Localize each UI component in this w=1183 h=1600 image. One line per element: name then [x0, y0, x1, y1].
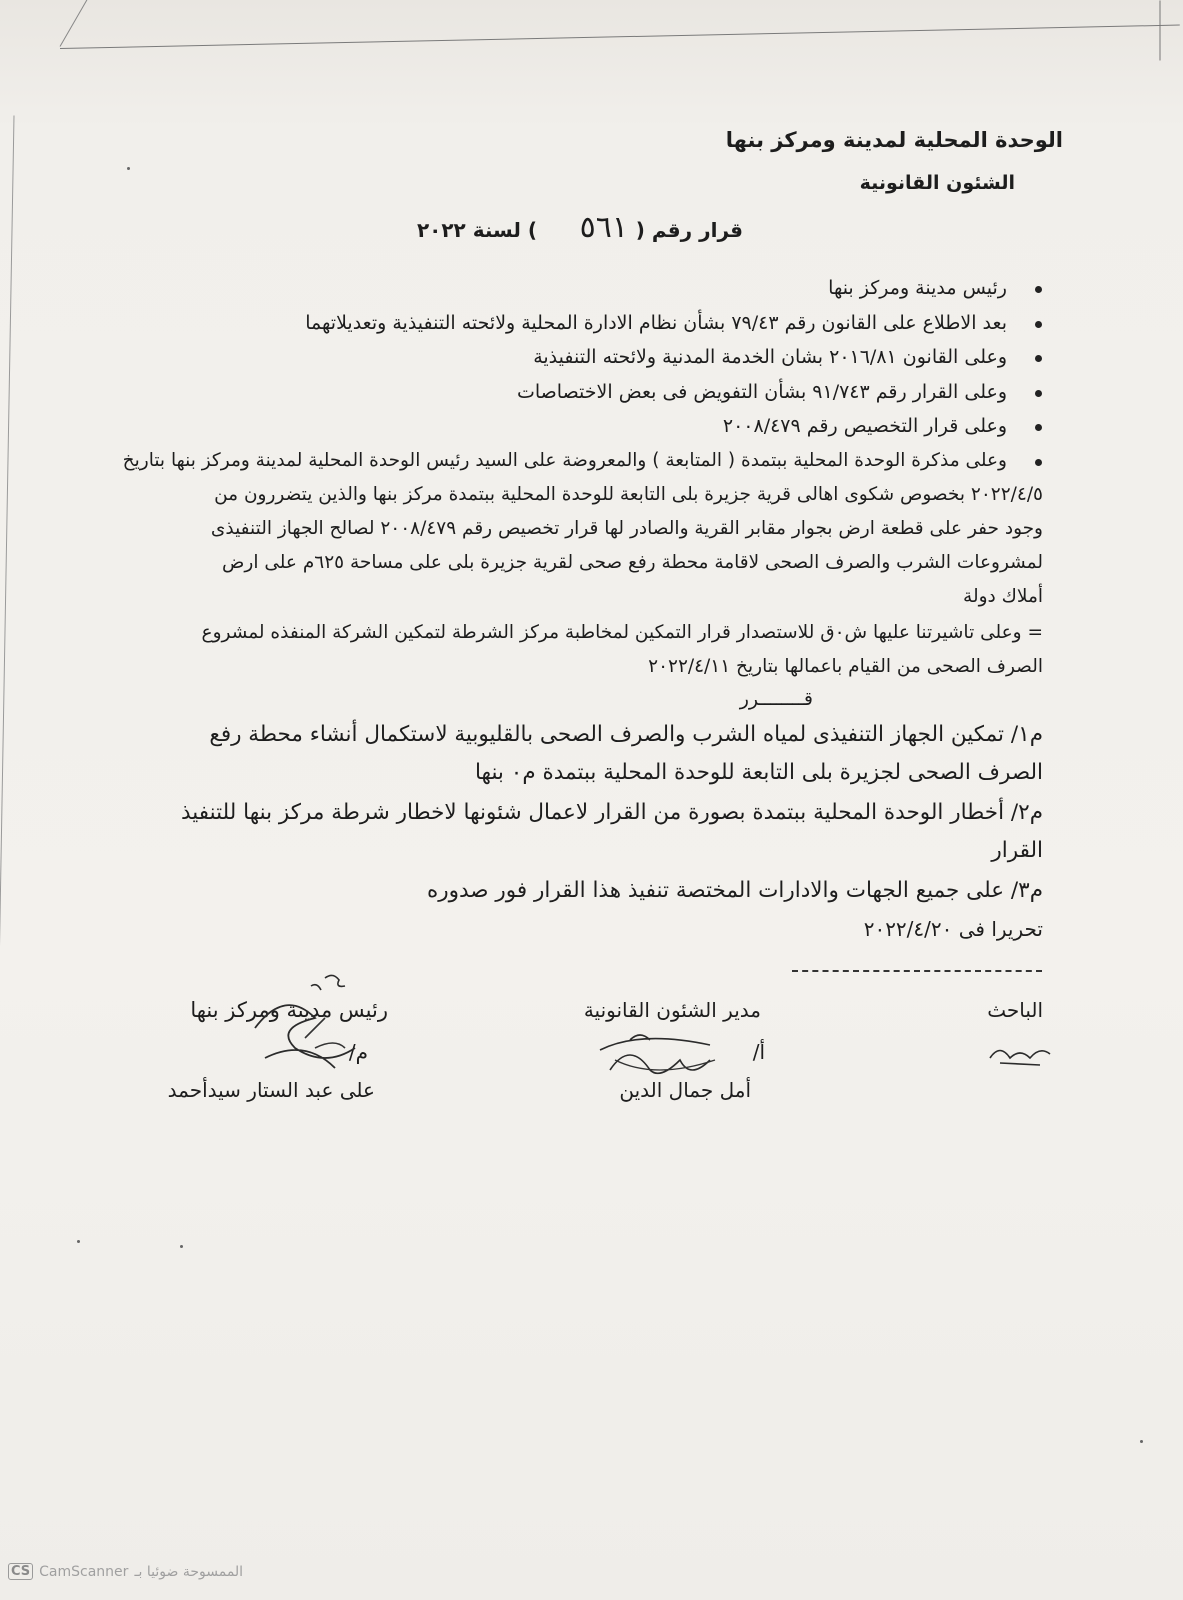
fold-line-top [60, 25, 1180, 49]
decision-label: قرار رقم ( [635, 218, 743, 242]
decided-heading: قــــــــرر [739, 688, 813, 710]
date-line: تحريرا فى ٢٠٢٢/٤/٢٠ [863, 917, 1043, 941]
decision-number: ٥٦١ [579, 210, 628, 245]
bullet [1035, 286, 1042, 293]
memo-line: وعلى مذكرة الوحدة المحلية ببتمدة ( المتابعة ) والمعروضة على السيد رئيس الوحدة المحلية لمدينة ومركز بنها بتاريخ [122, 450, 1007, 471]
head-prefix: م/ [348, 1040, 368, 1064]
article-line: م١/ تمكين الجهاز التنفيذى لمياه الشرب والصرف الصحى بالقليوبية لاستكمال أنشاء محطة رفع [209, 722, 1043, 747]
preamble-line: بعد الاطلاع على القانون رقم ٧٩/٤٣ بشأن نظام الادارة المحلية ولائحته التنفيذية وتعديلاتهما [305, 312, 1007, 334]
fold-line-top-left [60, 0, 91, 47]
head-title: رئيس مدينة ومركز بنها [190, 998, 388, 1022]
legal-signature [590, 1020, 740, 1110]
camscanner-watermark [8, 1563, 243, 1580]
researcher-signature [985, 1033, 1055, 1073]
memo-line: أملاك دولة [963, 586, 1043, 607]
legal-name: أمل جمال الدين [619, 1078, 751, 1102]
scan-speck [77, 1240, 80, 1243]
head-name: على عبد الستار سيدأحمد [167, 1078, 375, 1102]
preamble-line: وعلى القانون ٢٠١٦/٨١ بشان الخدمة المدنية ولائحته التنفيذية [533, 346, 1007, 368]
separator-line [792, 970, 1042, 972]
legal-title: مدير الشئون القانونية [583, 998, 761, 1022]
head-signature [215, 968, 375, 1098]
bullet [1035, 424, 1042, 431]
paper-left-edge [0, 115, 14, 1255]
camscanner-scanned-text: الممسوحة ضوئيا بـ [134, 1563, 244, 1580]
approval-line: = وعلى تاشيرتنا عليها ش٠ق للاستصدار قرار التمكين لمخاطبة مركز الشرطة لتمكين الشركة المنفذه لمشروع [201, 622, 1043, 643]
paper-right-edge [1160, 1, 1161, 61]
bullet [1035, 459, 1042, 466]
memo-line: وجود حفر على قطعة ارض بجوار مقابر القرية والصادر لها قرار تخصيص رقم ٢٠٠٨/٤٧٩ لصالح الجهاز التنفيذى [210, 518, 1043, 539]
camscanner-logo: CS [8, 1563, 33, 1580]
legal-prefix: أ/ [752, 1040, 765, 1064]
memo-line: ٢٠٢٢/٤/٥ بخصوص شكوى اهالى قرية جزيرة بلى التابعة للوحدة المحلية ببتمدة مركز بنها والذين يتضررون من [214, 484, 1043, 505]
memo-line: لمشروعات الشرب والصرف الصحى لاقامة محطة رفع صحى لقرية جزيرة بلى على مساحة ٦٢٥م على ارض [222, 552, 1043, 573]
preamble-line: وعلى قرار التخصيص رقم ٢٠٠٨/٤٧٩ [722, 415, 1007, 437]
scan-speck [1140, 1440, 1143, 1443]
bullet [1035, 321, 1042, 328]
scan-speck [180, 1245, 183, 1248]
approval-line: الصرف الصحى من القيام باعمالها بتاريخ ٢٠٢٢/٤/١١ [648, 656, 1043, 677]
article-line: م٣/ على جميع الجهات والادارات المختصة تنفيذ هذا القرار فور صدوره [426, 878, 1043, 903]
article-line: القرار [991, 838, 1043, 863]
organization-name: الوحدة المحلية لمدينة ومركز بنها [725, 128, 1063, 152]
camscanner-app-name: CamScanner [39, 1563, 129, 1580]
decision-year: ) لسنة ٢٠٢٢ [416, 218, 537, 242]
bullet [1035, 390, 1042, 397]
article-line: الصرف الصحى لجزيرة بلى التابعة للوحدة المحلية ببتمدة م٠ بنها [474, 760, 1043, 785]
bullet [1035, 355, 1042, 362]
department-name: الشئون القانونية [859, 172, 1015, 194]
article-line: م٢/ أخطار الوحدة المحلية ببتمدة بصورة من القرار لاعمال شئونها لاخطار شرطة مركز بنها للتنفيذ [181, 800, 1043, 825]
preamble-line: رئيس مدينة ومركز بنها [828, 277, 1007, 299]
researcher-title: الباحث [987, 998, 1043, 1022]
scan-speck [127, 167, 130, 170]
preamble-line: وعلى القرار رقم ٩١/٧٤٣ بشأن التفويض فى بعض الاختصاصات [516, 381, 1007, 403]
